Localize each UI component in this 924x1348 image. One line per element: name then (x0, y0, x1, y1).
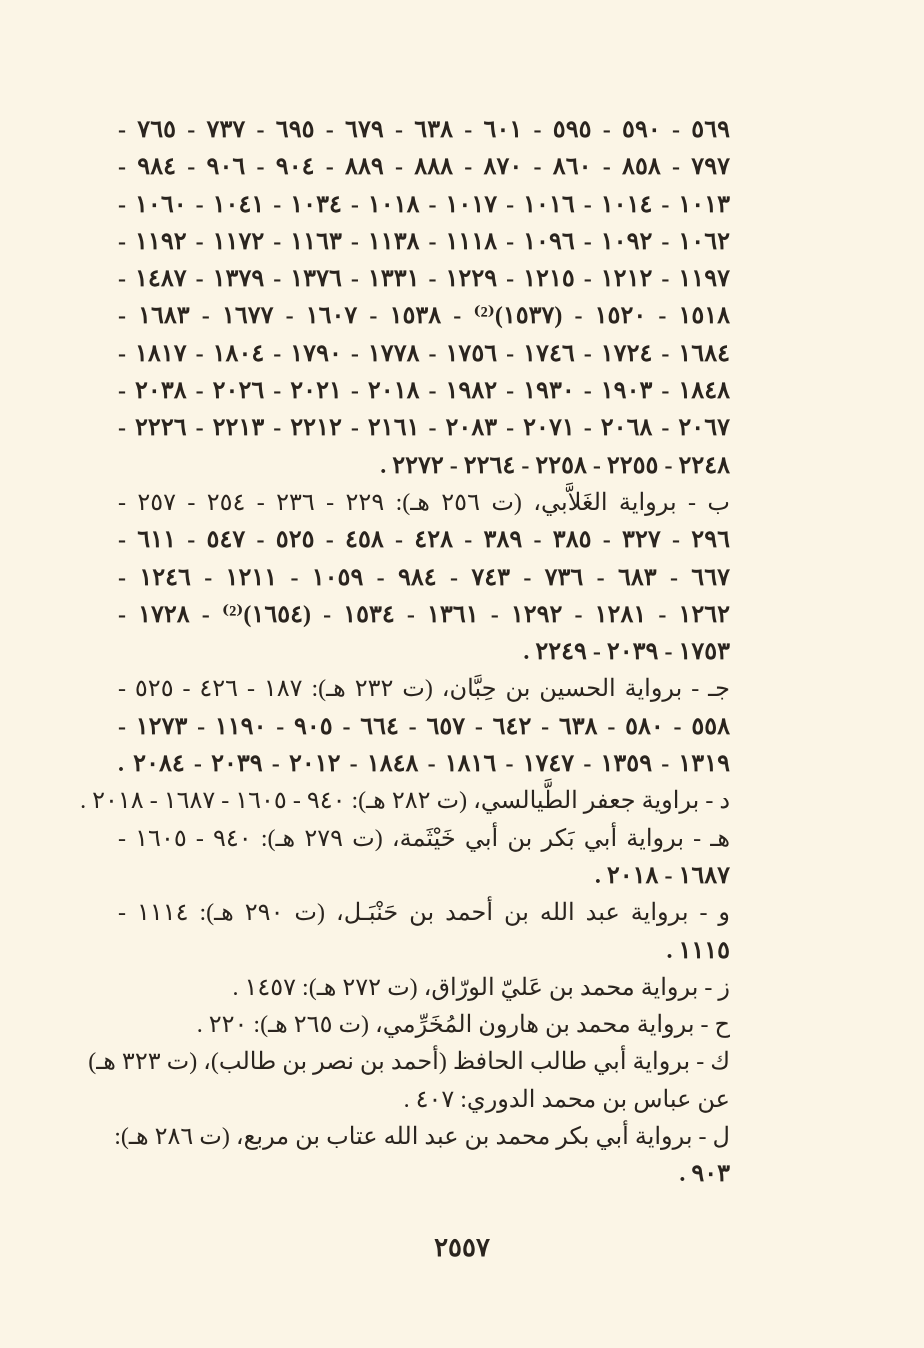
section-heading-kaf: ك - برواية أبي طالب الحافظ (أحمد بن نصر بن طالب)، (ت ٣٢٣ هـ) (88, 1049, 730, 1076)
section-heading-ha2: ح - برواية محمد بن هارون المُخَرِّمي، (ت ٢٦٥ هـ): ٢٢٠ . (196, 1012, 730, 1039)
text-line: عن عباس بن محمد الدوري: ٤٠٧ . (403, 1086, 730, 1113)
text-line: ١٦٨٧ - ٢٠١٨ . (594, 862, 730, 889)
text-line: ٥٦٩ - ٥٩٠ - ٥٩٥ - ٦٠١ - ٦٣٨ - ٦٧٩ - ٦٩٥ - ٧٣٧ - ٧٦٥ - (118, 117, 730, 143)
text-line: ١٥١٨ - ١٥٢٠ - (١٥٣٧)⁽²⁾ - ١٥٣٨ - ١٦٠٧ - ١٦٧٧ - ١٦٨٣ - (118, 303, 731, 330)
section-heading-dal: د - براوية جعفر الطَّيالسي، (ت ٢٨٢ هـ): ٩٤٠ - ١٦٠٥ - ١٦٨٧ - ٢٠١٨ . (80, 788, 730, 815)
text-line: ٢٠٦٧ - ٢٠٦٨ - ٢٠٧١ - ٢٠٨٣ - ٢١٦١ - ٢٢١٢ - ٢٢١٣ - ٢٢٢٦ - (118, 415, 730, 442)
text-line: ١١١٥ . (666, 937, 730, 964)
text-line: ٢٩٦ - ٣٢٧ - ٣٨٥ - ٣٨٩ - ٤٢٨ - ٤٥٨ - ٥٢٥ - ٥٤٧ - ٦١١ - (118, 527, 730, 554)
text-line: ١٣١٩ - ١٣٥٩ - ١٧٤٧ - ١٨١٦ - ١٨٤٨ - ٢٠١٢ - ٢٠٣٩ - ٢٠٨٤ . (118, 751, 730, 778)
text-line: ١٢٦٢ - ١٢٨١ - ١٢٩٢ - ١٣٦١ - ١٥٣٤ - (١٦٥٤)⁽²⁾ - ١٧٢٨ - (118, 601, 731, 628)
text-line: ٢٢٤٨ - ٢٢٥٥ - ٢٢٥٨ - ٢٢٦٤ - ٢٢٧٢ . (380, 452, 730, 479)
text-line: ١٠٦٢ - ١٠٩٢ - ١٠٩٦ - ١١١٨ - ١١٣٨ - ١١٦٣ - ١١٧٢ - ١١٩٢ - (118, 228, 730, 255)
page-number: ٢٥٥٧ (434, 1233, 490, 1262)
section-heading-waw: و - برواية عبد الله بن أحمد بن حَنْبَـل، (ت ٢٩٠ هـ): ١١١٤ - (118, 900, 730, 927)
section-heading-lam: ل - برواية أبي بكر محمد بن عبد الله عتاب بن مربع، (ت ٢٨٦ هـ): (114, 1124, 730, 1151)
text-line: ٩٠٣ . (679, 1161, 730, 1188)
text-line: ١١٩٧ - ١٢١٢ - ١٢١٥ - ١٢٢٩ - ١٣٣١ - ١٣٧٦ - ١٣٧٩ - ١٤٨٧ - (118, 266, 730, 293)
text-line: ١٦٨٤ - ١٧٢٤ - ١٧٤٦ - ١٧٥٦ - ١٧٧٨ - ١٧٩٠ - ١٨٠٤ - ١٨١٧ - (118, 340, 730, 367)
text-line: ٥٥٨ - ٥٨٠ - ٦٣٨ - ٦٤٢ - ٦٥٧ - ٦٦٤ - ٩٠٥ - ١١٩٠ - ١٢٧٣ - (118, 713, 730, 740)
section-heading-jim: جـ - برواية الحسين بن حِبَّان، (ت ٢٣٢ هـ): ١٨٧ - ٤٢٦ - ٥٢٥ - (118, 676, 731, 703)
text-line: ١٧٥٣ - ٢٠٣٩ - ٢٢٤٩ . (523, 639, 730, 666)
text-line: ١٠١٣ - ١٠١٤ - ١٠١٦ - ١٠١٧ - ١٠١٨ - ١٠٣٤ - ١٠٤١ - ١٠٦٠ - (118, 191, 730, 218)
text-line: ٧٩٧ - ٨٥٨ - ٨٦٠ - ٨٧٠ - ٨٨٨ - ٨٨٩ - ٩٠٤ - ٩٠٦ - ٩٨٤ - (118, 154, 730, 181)
section-heading-b: ب - برواية الغَلاَّبي، (ت ٢٥٦ هـ): ٢٢٩ - ٢٣٦ - ٢٥٤ - ٢٥٧ - (118, 489, 730, 516)
section-heading-ha: هـ - برواية أبي بَكر بن أبي خَيْثَمة، (ت ٢٧٩ هـ): ٩٤٠ - ١٦٠٥ - (118, 825, 730, 852)
text-line: ١٨٤٨ - ١٩٠٣ - ١٩٣٠ - ١٩٨٢ - ٢٠١٨ - ٢٠٢١ - ٢٠٢٦ - ٢٠٣٨ - (118, 378, 730, 405)
text-line: ٦٦٧ - ٦٨٣ - ٧٣٦ - ٧٤٣ - ٩٨٤ - ١٠٥٩ - ١٢١١ - ١٢٤٦ - (118, 564, 730, 591)
section-heading-zay: ز - برواية محمد بن عَليّ الورّاق، (ت ٢٧٢ هـ): ١٤٥٧ . (232, 974, 730, 1001)
page-body (80, 112, 731, 1194)
